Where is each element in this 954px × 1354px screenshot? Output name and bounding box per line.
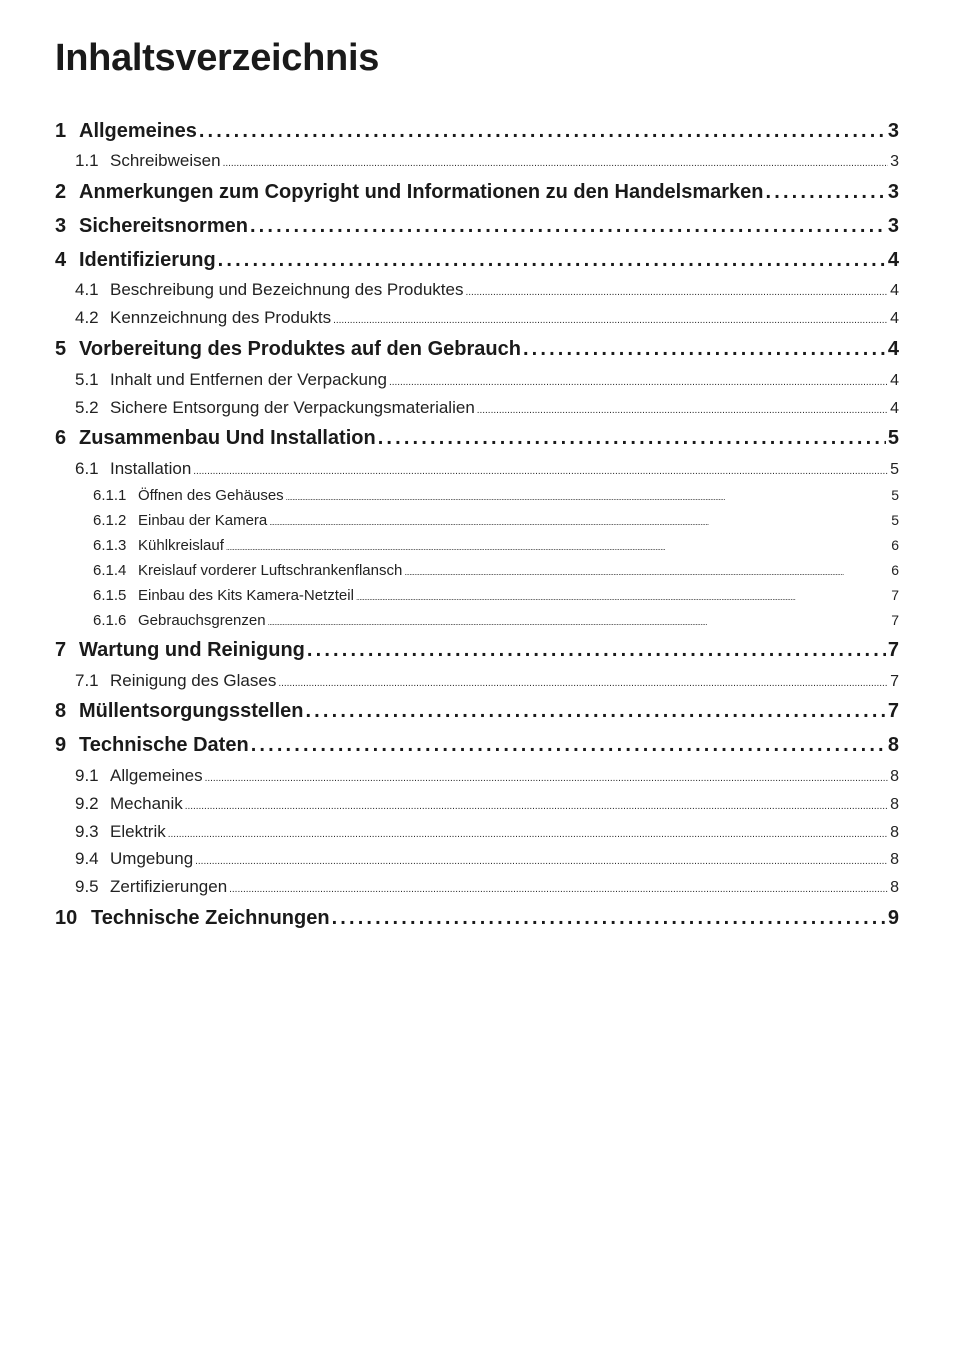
toc-number: 6.1.3 — [93, 537, 127, 554]
toc-number: 4.1 — [75, 280, 99, 299]
toc-label: Kennzeichnung des Produkts — [110, 308, 332, 327]
toc-leader — [168, 821, 888, 846]
toc-number: 2 — [55, 181, 67, 203]
toc-leader — [356, 586, 889, 608]
toc-leader — [269, 511, 889, 533]
toc-entry-3[interactable] — [55, 213, 899, 239]
toc-page-number: 3 — [890, 153, 899, 170]
toc-leader — [223, 150, 889, 175]
toc-page-number: 7 — [890, 673, 899, 690]
toc-entry-9[interactable] — [55, 732, 899, 758]
toc-page-number: 5 — [887, 427, 899, 449]
toc-entry-5-1[interactable] — [75, 369, 899, 391]
toc-number: 9 — [55, 734, 67, 756]
toc-number: 6.1.5 — [93, 587, 127, 604]
toc-number: 6.1.2 — [93, 512, 127, 529]
toc-leader — [477, 397, 888, 422]
toc-label: Technische Zeichnungen — [91, 907, 330, 929]
toc-leader — [278, 670, 888, 695]
toc-label: Technische Daten — [79, 734, 249, 756]
toc-number: 3 — [55, 215, 67, 237]
toc-label: Öffnen des Gehäuses — [138, 487, 284, 504]
toc-entry-6-1-6[interactable] — [93, 610, 899, 630]
toc-entry-9-5[interactable] — [75, 876, 899, 898]
toc-label: Beschreibung und Bezeichnung des Produktes — [110, 280, 464, 299]
toc-entry-1[interactable] — [55, 118, 899, 144]
toc-label: Umgebung — [110, 849, 194, 868]
toc-entry-6[interactable] — [55, 425, 899, 451]
toc-label: Zusammenbau Und Installation — [79, 427, 376, 449]
page-title: Inhaltsverzeichnis — [55, 37, 380, 79]
toc-label: Allgemeines — [79, 120, 197, 142]
toc-number: 5.1 — [75, 370, 99, 389]
toc-label: Sichereitsnormen — [79, 215, 248, 237]
toc-number: 1.1 — [75, 151, 99, 170]
toc-label: Kreislauf vorderer Luftschrankenflansch — [138, 562, 403, 579]
toc-entry-9-4[interactable] — [75, 848, 899, 870]
toc-page-number: 9 — [887, 907, 899, 929]
toc-page-number: 4 — [890, 400, 899, 417]
toc-page-number: 5 — [891, 512, 899, 528]
toc-page-number: 7 — [891, 612, 899, 628]
toc-page-number: 4 — [890, 372, 899, 389]
toc-number: 7.1 — [75, 671, 99, 690]
toc-label: Einbau des Kits Kamera-Netzteil — [138, 587, 354, 604]
toc-label: Identifizierung — [79, 249, 216, 271]
toc-entry-2[interactable] — [55, 179, 899, 205]
toc-page-number: 6 — [891, 562, 899, 578]
toc-entry-10[interactable] — [55, 905, 899, 931]
toc-number: 6.1.1 — [93, 487, 127, 504]
toc-page-number: 8 — [890, 796, 899, 813]
toc-number: 9.4 — [75, 849, 99, 868]
toc-leader — [218, 247, 886, 273]
toc-label: Reinigung des Glases — [110, 671, 277, 690]
toc-leader — [305, 698, 885, 724]
toc-page-number: 8 — [890, 824, 899, 841]
toc-label: Allgemeines — [110, 766, 203, 785]
toc-entry-6-1-3[interactable] — [93, 535, 899, 555]
toc-leader — [229, 876, 888, 901]
toc-page-number: 8 — [890, 851, 899, 868]
toc-leader — [332, 905, 886, 931]
toc-page-number: 5 — [890, 461, 899, 478]
toc-leader — [307, 637, 886, 663]
toc-number: 6 — [55, 427, 67, 449]
toc-entry-9-2[interactable] — [75, 793, 899, 815]
toc-number: 4 — [55, 249, 67, 271]
toc-leader — [286, 486, 890, 508]
toc-entry-5[interactable] — [55, 336, 899, 362]
toc-leader — [465, 279, 888, 304]
toc-leader — [404, 561, 889, 583]
toc-entry-6-1-5[interactable] — [93, 585, 899, 605]
toc-page-number: 8 — [887, 734, 899, 756]
toc-entry-6-1-4[interactable] — [93, 560, 899, 580]
toc-entry-9-3[interactable] — [75, 821, 899, 843]
toc-leader — [268, 611, 890, 633]
toc-entry-7[interactable] — [55, 637, 899, 663]
toc-label: Einbau der Kamera — [138, 512, 268, 529]
toc-label: Wartung und Reinigung — [79, 639, 305, 661]
toc-leader — [523, 336, 886, 362]
toc-entry-5-2[interactable] — [75, 397, 899, 419]
toc-label: Mechanik — [110, 794, 183, 813]
toc-entry-4[interactable] — [55, 247, 899, 273]
toc-number: 6.1.4 — [93, 562, 127, 579]
toc-page-number: 7 — [887, 700, 899, 722]
toc-number: 10 — [55, 907, 78, 929]
toc-label: Müllentsorgungsstellen — [79, 700, 304, 722]
toc-number: 9.5 — [75, 877, 99, 896]
toc-number: 5 — [55, 338, 67, 360]
toc-entry-6-1-2[interactable] — [93, 510, 899, 530]
toc-page-number: 7 — [891, 587, 899, 603]
toc-label: Elektrik — [110, 822, 166, 841]
toc-entry-9-1[interactable] — [75, 765, 899, 787]
toc-page-number: 8 — [890, 768, 899, 785]
toc-number: 6.1 — [75, 459, 99, 478]
toc-leader — [389, 369, 888, 394]
toc-label: Inhalt und Entfernen der Verpackung — [110, 370, 387, 389]
toc-leader — [185, 793, 888, 818]
toc-label: Sichere Entsorgung der Verpackungsmaterialien — [110, 398, 475, 417]
toc-page-number: 3 — [887, 181, 899, 203]
toc-entry-1-1[interactable] — [75, 150, 899, 172]
toc-label: Schreibweisen — [110, 151, 221, 170]
toc-leader — [378, 425, 886, 451]
toc-page-number: 4 — [887, 249, 899, 271]
toc-entry-7-1[interactable] — [75, 670, 899, 692]
toc-page-number: 6 — [891, 537, 899, 553]
toc-number: 8 — [55, 700, 67, 722]
toc-number: 5.2 — [75, 398, 99, 417]
toc-number: 9.3 — [75, 822, 99, 841]
toc-number: 1 — [55, 120, 67, 142]
toc-page-number: 8 — [890, 879, 899, 896]
toc-entry-6-1[interactable] — [75, 458, 899, 480]
toc-number: 9.2 — [75, 794, 99, 813]
toc-entry-8[interactable] — [55, 698, 899, 724]
toc-label: Zertifizierungen — [110, 877, 228, 896]
toc-page-number: 4 — [890, 310, 899, 327]
toc-leader — [199, 118, 886, 144]
toc-label: Gebrauchsgrenzen — [138, 612, 266, 629]
toc-number: 9.1 — [75, 766, 99, 785]
toc-leader — [766, 179, 886, 205]
toc-number: 4.2 — [75, 308, 99, 327]
toc-leader — [193, 458, 888, 483]
toc-label: Vorbereitung des Produktes auf den Gebrauch — [79, 338, 521, 360]
toc-leader — [251, 732, 886, 758]
toc-entry-4-1[interactable] — [75, 279, 899, 301]
toc-number: 6.1.6 — [93, 612, 127, 629]
toc-page-number: 4 — [890, 282, 899, 299]
toc-label: Anmerkungen zum Copyright und Informationen zu den Handelsmarken — [79, 181, 764, 203]
toc-entry-6-1-1[interactable] — [93, 485, 899, 505]
toc-page-number: 3 — [887, 120, 899, 142]
toc-page-number: 3 — [887, 215, 899, 237]
toc-label: Installation — [110, 459, 192, 478]
toc-label: Kühlkreislauf — [138, 537, 224, 554]
toc-entry-4-2[interactable] — [75, 307, 899, 329]
toc-page-number: 7 — [887, 639, 899, 661]
toc-leader — [195, 848, 888, 873]
toc-leader — [205, 765, 888, 790]
toc-page-number: 4 — [887, 338, 899, 360]
toc-page-number: 5 — [891, 487, 899, 503]
toc-number: 7 — [55, 639, 67, 661]
toc-leader — [226, 536, 889, 558]
toc-leader — [250, 213, 886, 239]
toc-leader — [333, 307, 888, 332]
